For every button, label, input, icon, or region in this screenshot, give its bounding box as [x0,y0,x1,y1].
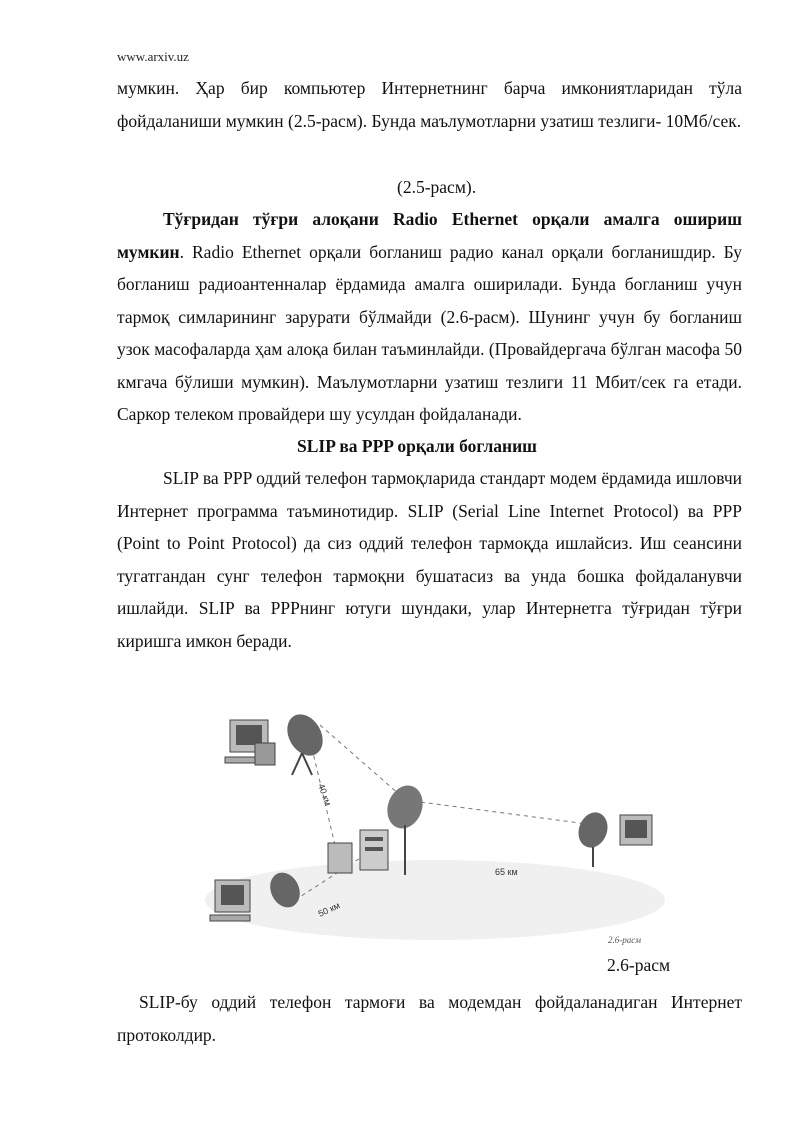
site-url: www.arxiv.uz [117,49,189,64]
computer-top-left-icon [225,720,275,765]
radio-ethernet-figure [200,695,670,945]
paragraph-1: мумкин. Ҳар бир компьютер Интернетнинг барча имкониятларидан тўла фойдаланиши мумкин (2.5-расм). Бунда маълумотларни узатиш тезлиги- 10Мб/сек. [117,78,742,131]
paragraph-2 [117,203,742,431]
paragraph-2-text: . Radio Ethernet орқали богланиш радио канал орқали богланишдир. Бу богланиш радиоантенналар ёрдамида амалга оширилади. Бунда богланиш учун тармоқ симларининг зарурати бўлмайди (2.6-расм). Шунинг учун бу богланиш узок масофаларда ҳам алоқа билан таъминлайди. (Провайдергача бўлган масофа 50 кмгача бўлиши мумкин). Маълумотларни узатиш тезлиги 11 Мбит/сек га етади. Саркор телеком провайдери шу усулдан фойдаланади. [117,241,742,424]
paragraph-4: SLIP-бу оддий телефон тармоғи ва модемдан фойдаланадиган Интернет протоколдир. [117,992,742,1045]
paragraph-2-bold: Тўғридан тўғри алоқани Radio Ethernet орқали амалга ошириш мумкин [117,209,742,262]
distance-40km-label: 40 км [316,782,334,807]
distance-50km-label: 50 км [316,900,342,919]
section-title: SLIP ва PPP орқали богланиш [297,436,537,456]
figure-2-6-caption: 2.6-расм [607,955,671,975]
figure-2-5-caption: (2.5-расм). [397,177,477,197]
figure-inner-caption: 2.6-расм [608,935,641,945]
paragraph-3: SLIP ва PPP оддий телефон тармоқларида стандарт модем ёрдамида ишловчи Интернет программа таъминотидир. SLIP (Serial Line Internet Protocol) ва PPP (Point to Point Protocol) да сиз оддий телефон тармоқда ишлайсиз. Иш сеансини тугатгандан сунг телефон тармоқни бушатасиз ва унда бошка фойдаланувчи ишлайди. SLIP ва PPPнинг ютуги шундаки, улар Интернетга тўғридан тўғри киришга имкон беради. [117,468,742,651]
distance-65km-label: 65 км [495,867,518,877]
